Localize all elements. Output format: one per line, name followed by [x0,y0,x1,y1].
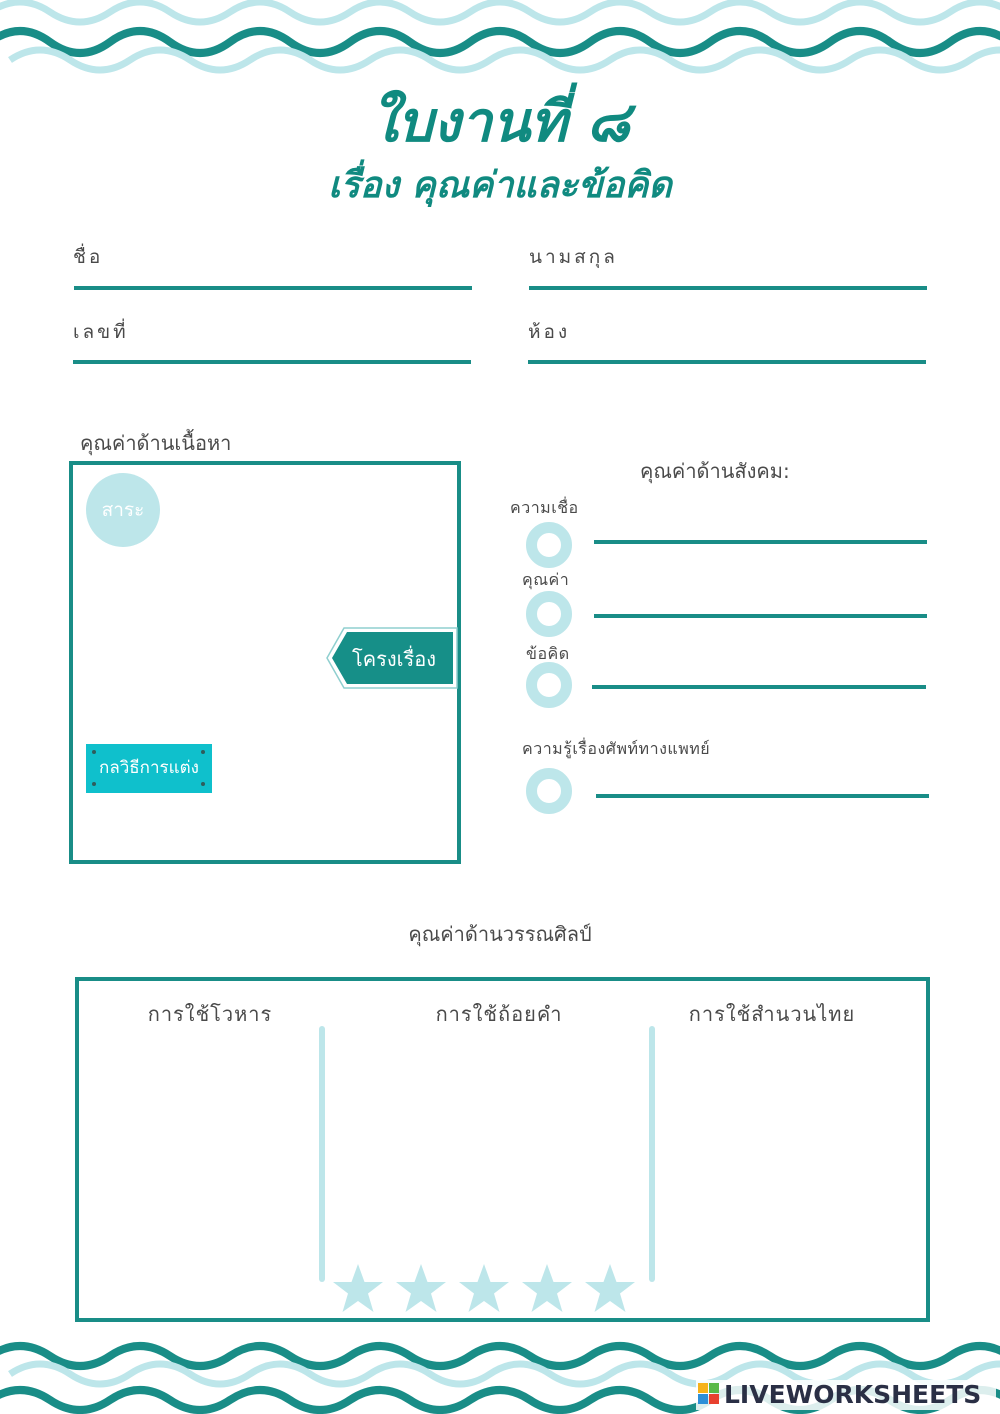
star-icon [519,1262,575,1318]
worksheet-subtitle: เรื่อง คุณค่าและข้อคิด [328,165,672,206]
rivet-dot [201,782,205,786]
plot-tag-label: โครงเรื่อง [352,647,436,671]
name-label: ชื่อ [73,246,104,268]
essence-badge-label: สาระ [101,499,145,521]
value-label: คุณค่า [522,570,570,589]
star-icon [330,1262,386,1318]
rivet-dot [201,750,205,754]
social-value-heading: คุณค่าด้านสังคม: [640,459,790,483]
surname-label: นามสกุล [529,246,618,268]
belief-answer-line[interactable] [594,540,927,544]
liveworksheets-logo-icon [698,1383,720,1405]
content-value-heading: คุณค่าด้านเนื้อหา [80,431,232,455]
name-field-line[interactable] [74,286,472,290]
star-icon [456,1262,512,1318]
lesson-ring-icon [526,662,572,708]
rhetoric-column-title: การใช้โวหาร [147,1002,273,1026]
value-answer-line[interactable] [594,614,927,618]
belief-ring-icon [526,522,572,568]
medical-knowledge-label: ความรู้เรื่องศัพท์ทางแพทย์ [522,739,711,758]
brand-logo-text: LIVEWORKSHEETS [724,1380,982,1409]
star-icon [582,1262,638,1318]
column-divider [649,1026,655,1282]
room-label: ห้อง [528,321,571,343]
worksheet-title: ใบงานที่ ๘ [370,90,630,155]
lesson-answer-line[interactable] [592,685,926,689]
rivet-dot [92,750,96,754]
number-field-line[interactable] [73,360,471,364]
star-icon [393,1262,449,1318]
lesson-label: ข้อคิด [526,644,570,663]
medical-ring-icon [526,768,572,814]
column-divider [319,1026,325,1282]
essence-badge [86,473,160,547]
top-wave-decoration [0,0,1000,80]
surname-field-line[interactable] [529,286,927,290]
medical-answer-line[interactable] [596,794,929,798]
belief-label: ความเชื่อ [510,498,579,517]
literary-value-heading: คุณค่าด้านวรรณศิลป์ [408,922,592,946]
rivet-dot [92,782,96,786]
room-field-line[interactable] [528,360,926,364]
wording-column-title: การใช้ถ้อยคำ [435,1002,563,1026]
technique-tag [86,744,212,793]
brand-logo[interactable] [696,1380,996,1410]
idiom-column-title: การใช้สำนวนไทย [688,1002,856,1026]
value-ring-icon [526,591,572,637]
number-label: เลขที่ [73,321,129,343]
technique-tag-label: กลวิธีการแต่ง [99,758,199,778]
